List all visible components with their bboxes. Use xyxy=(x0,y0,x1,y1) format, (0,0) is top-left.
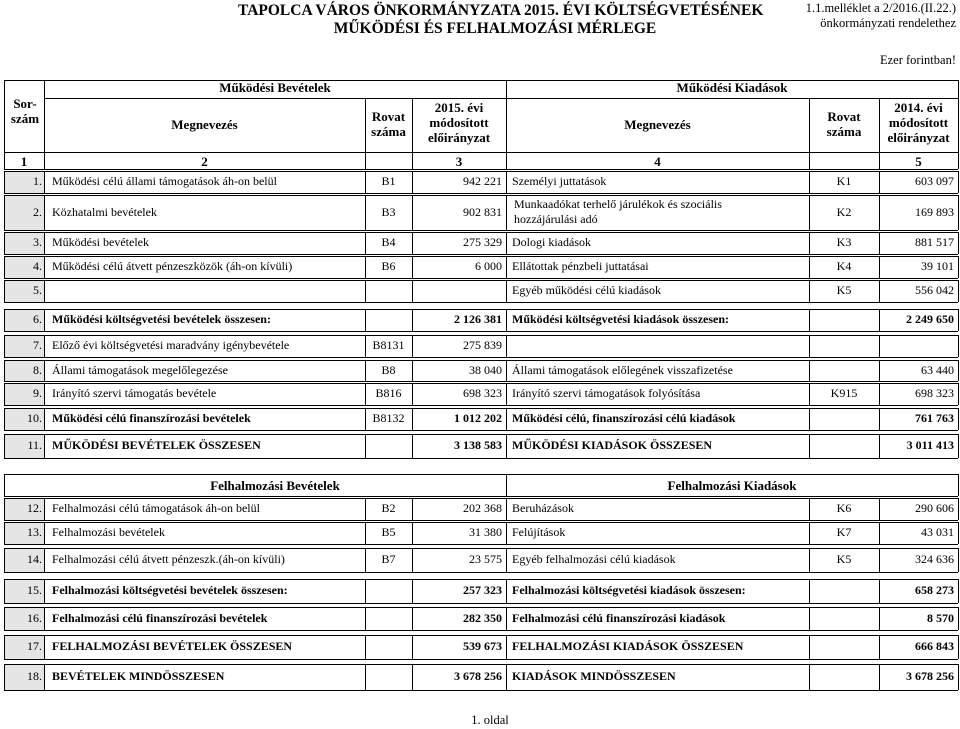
expense-code: K915 xyxy=(830,386,858,400)
income-name: FELHALMOZÁSI BEVÉTELEK ÖSSZESEN xyxy=(52,639,293,653)
income-code: B6 xyxy=(381,259,396,273)
table-rule xyxy=(44,579,45,603)
income-code: B7 xyxy=(381,552,396,566)
table-rule xyxy=(958,498,959,520)
income-code: B8 xyxy=(381,363,396,377)
capital-income-header: Felhalmozási Bevételek xyxy=(210,478,340,493)
table-rule xyxy=(809,434,810,458)
table-rule xyxy=(958,579,959,603)
expense-amount: 3 678 256 xyxy=(906,669,954,683)
sorszam-header: Sor- szám xyxy=(10,96,40,126)
income-amount: 2 126 381 xyxy=(454,312,502,326)
annex-reference: 1.1.melléklet a 2/2016.(II.22.) xyxy=(805,1,956,15)
expense-name: Irányító szervi támogatások folyósítása xyxy=(512,386,701,400)
expense-amount: 881 517 xyxy=(915,235,954,249)
row-top-rule xyxy=(4,195,958,196)
unit-label: Ezer forintban! xyxy=(879,53,956,67)
row-top-rule xyxy=(4,635,958,636)
row-bottom-rule xyxy=(4,458,958,459)
table-rule xyxy=(365,635,366,659)
row-number: 12. xyxy=(27,501,42,515)
row-number: 9. xyxy=(33,386,42,400)
row-number: 14. xyxy=(27,552,42,566)
income-amount: 942 221 xyxy=(463,174,502,188)
expense-name: Működési célú, finanszírozási célú kiadások xyxy=(512,411,736,425)
expense-code: K2 xyxy=(836,205,852,219)
table-rule xyxy=(365,309,366,331)
row-number: 18. xyxy=(27,669,42,683)
expense-name: Ellátottak pénzbeli juttatásai xyxy=(512,259,649,273)
table-rule xyxy=(958,232,959,254)
row-number: 10. xyxy=(27,411,42,425)
header-numbers-rule xyxy=(4,169,958,170)
expense-name: Dologi kiadások xyxy=(512,235,591,249)
table-rule xyxy=(958,474,959,496)
expense-name: Személyi juttatások xyxy=(512,174,607,188)
capital-expense-header: Felhalmozási Kiadások xyxy=(667,478,797,493)
income-code: B816 xyxy=(375,386,402,400)
row-number: 16. xyxy=(27,611,42,625)
row-top-rule xyxy=(4,232,958,233)
expense-amount: 761 763 xyxy=(915,411,954,425)
row-bottom-rule xyxy=(4,630,958,631)
income-name: Irányító szervi támogatás bevétele xyxy=(52,386,217,400)
row-top-rule xyxy=(4,383,958,384)
table-rule xyxy=(44,408,45,430)
row-top-rule xyxy=(4,408,958,409)
row-top-rule xyxy=(4,664,958,665)
rovat-expense-header: Rovat száma xyxy=(826,109,862,139)
table-rule xyxy=(958,607,959,630)
expense-name: Munkaadókat terhelő járulékok és szociális hozzájárulási adó xyxy=(514,197,722,226)
table-rule xyxy=(506,335,507,357)
row-bottom-rule xyxy=(4,544,958,545)
table-rule xyxy=(506,548,507,572)
income-amount: 902 831 xyxy=(463,205,502,219)
row-bottom-rule xyxy=(4,193,958,194)
table-rule xyxy=(506,280,507,302)
table-rule xyxy=(958,80,959,169)
table-rule xyxy=(506,408,507,430)
row-number: 13. xyxy=(27,525,42,539)
expense-amount: 39 101 xyxy=(921,259,954,273)
income-amount: 202 368 xyxy=(463,501,502,515)
table-rule xyxy=(412,280,413,302)
expense-code: K3 xyxy=(836,235,852,249)
col-number-5: 5 xyxy=(915,154,922,169)
row-top-rule xyxy=(4,522,958,523)
income-name: Közhatalmi bevételek xyxy=(52,205,157,219)
expense-amount: 658 273 xyxy=(915,583,954,597)
income-name: Működési bevételek xyxy=(52,235,149,249)
col-number-3: 3 xyxy=(455,154,463,169)
table-rule xyxy=(365,607,366,630)
row-bottom-rule xyxy=(4,430,958,431)
row-top-rule xyxy=(4,360,958,361)
page-number: 1. oldal xyxy=(471,713,509,727)
table-rule xyxy=(506,434,507,458)
row-number: 6. xyxy=(33,312,42,326)
expense-name: KIADÁSOK MINDÖSSZESEN xyxy=(512,669,676,683)
income-amount: 1 012 202 xyxy=(454,411,502,425)
table-rule xyxy=(44,498,45,520)
income-amount: 275 329 xyxy=(463,235,502,249)
table-rule xyxy=(44,434,45,458)
table-rule xyxy=(44,360,45,381)
expense-amount: 603 097 xyxy=(915,174,954,188)
income-name: Működési költségvetési bevételek összesen: xyxy=(52,312,271,326)
income-code: B3 xyxy=(381,205,396,219)
row-number: 3. xyxy=(33,235,42,249)
expense-amount: 169 893 xyxy=(915,205,954,219)
income-name: BEVÉTELEK MINDÖSSZESEN xyxy=(52,669,225,683)
expense-name: Állami támogatások előlegének visszafizetése xyxy=(512,363,733,377)
income-name: Állami támogatások megelőlegezése xyxy=(52,363,228,377)
table-rule xyxy=(44,607,45,630)
row-number: 11. xyxy=(27,438,42,452)
expense-name: Egyéb működési célú kiadások xyxy=(512,283,661,297)
table-rule xyxy=(506,360,507,381)
table-rule xyxy=(365,664,366,690)
row-top-rule xyxy=(4,256,958,257)
expense-amount: 3 011 413 xyxy=(906,438,954,452)
table-rule xyxy=(958,360,959,381)
row-top-rule xyxy=(4,607,958,608)
row-number: 1. xyxy=(33,174,42,188)
row-number: 5. xyxy=(33,283,42,297)
income-amount: 3 678 256 xyxy=(454,669,502,683)
table-rule xyxy=(958,195,959,230)
table-rule xyxy=(44,335,45,357)
table-rule xyxy=(506,256,507,278)
income-name-header: Megnevezés xyxy=(171,117,238,132)
table-rule xyxy=(958,548,959,572)
income-amount: 698 323 xyxy=(463,386,502,400)
expense-amount: 63 440 xyxy=(921,363,954,377)
income-name: Működési célú átvett pénzeszközök (áh-on kívüli) xyxy=(52,259,293,273)
row-bottom-rule xyxy=(4,690,958,691)
expense-name: Felhalmozási célú finanszírozási kiadások xyxy=(512,611,726,625)
row-number: 2. xyxy=(33,205,42,219)
row-bottom-rule xyxy=(4,302,958,303)
table-rule xyxy=(44,383,45,405)
table-rule xyxy=(958,434,959,458)
table-rule xyxy=(44,256,45,278)
expense-group-rule xyxy=(506,98,958,99)
expense-name: Működési költségvetési kiadások összesen: xyxy=(512,312,730,326)
table-rule xyxy=(44,280,45,302)
income-amount: 257 323 xyxy=(463,583,502,597)
row-top-rule xyxy=(4,548,958,549)
row-bottom-rule xyxy=(4,331,958,332)
income-group-header: Működési Bevételek xyxy=(219,80,331,95)
row-number: 17. xyxy=(27,639,42,653)
income-amount: 3 138 583 xyxy=(454,438,502,452)
income-code: B4 xyxy=(381,235,396,249)
row-bottom-rule xyxy=(4,254,958,255)
row-top-rule xyxy=(4,579,958,580)
row-bottom-rule xyxy=(4,405,958,406)
expense-amount: 324 636 xyxy=(915,552,954,566)
table-rule xyxy=(958,664,959,690)
table-rule xyxy=(506,522,507,544)
table-rule xyxy=(506,309,507,331)
table-rule xyxy=(958,635,959,659)
capital-header-bottom xyxy=(4,496,958,497)
row-top-rule xyxy=(4,171,958,172)
expense-name: Egyéb felhalmozási célú kiadások xyxy=(512,552,676,566)
income-group-rule xyxy=(44,98,506,99)
table-rule xyxy=(44,309,45,331)
document-title-line2: MŰKÖDÉSI ÉS FELHALMOZÁSI MÉRLEGE xyxy=(333,20,657,37)
expense-code: K5 xyxy=(836,552,852,566)
table-rule xyxy=(809,607,810,630)
row-top-rule xyxy=(4,434,958,435)
table-rule xyxy=(809,579,810,603)
row-number: 7. xyxy=(33,338,42,352)
col-number-2: 2 xyxy=(201,154,208,169)
table-rule xyxy=(506,383,507,405)
income-amount: 282 350 xyxy=(463,611,502,625)
expense-amount: 698 323 xyxy=(915,386,954,400)
table-rule xyxy=(506,498,507,520)
expense-code: K6 xyxy=(836,501,852,515)
row-bottom-rule xyxy=(4,357,958,358)
expense-code: K7 xyxy=(836,525,852,539)
row-number: 4. xyxy=(33,259,42,273)
annex-reference-decree: önkormányzati rendelethez xyxy=(820,16,956,30)
expense-amount: 556 042 xyxy=(915,283,954,297)
rovat-income-header: Rovat száma xyxy=(371,109,406,139)
expense-amount-header: 2014. évi módosított előirányzat xyxy=(887,100,950,145)
table-rule xyxy=(809,360,810,381)
table-rule xyxy=(4,474,5,496)
income-name: Felhalmozási célú átvett pénzeszk.(áh-on kívüli) xyxy=(52,552,285,566)
income-name: Működési célú állami támogatások áh-on belül xyxy=(52,174,277,188)
income-name: Felhalmozási célú finanszírozási bevételek xyxy=(52,611,268,625)
table-rule xyxy=(958,383,959,405)
income-name: Felhalmozási célú támogatások áh-on belül xyxy=(52,501,260,515)
document-title-line1: TAPOLCA VÁROS ÖNKORMÁNYZATA 2015. ÉVI KÖLTSÉGVETÉSÉNEK xyxy=(238,2,764,19)
table-rule xyxy=(809,309,810,331)
income-amount: 275 839 xyxy=(463,338,502,352)
income-code: B8132 xyxy=(372,411,405,425)
row-bottom-rule xyxy=(4,278,958,279)
row-bottom-rule xyxy=(4,659,958,660)
table-rule xyxy=(44,664,45,690)
table-rule xyxy=(44,195,45,230)
income-name: Működési célú finanszírozási bevételek xyxy=(52,411,251,425)
expense-name: Felújítások xyxy=(512,525,566,539)
row-top-rule xyxy=(4,498,958,499)
table-rule xyxy=(879,335,880,357)
table-rule xyxy=(506,195,507,230)
table-rule xyxy=(44,232,45,254)
income-amount-header: 2015. évi módosított előirányzat xyxy=(427,100,491,145)
expense-amount: 2 249 650 xyxy=(906,312,954,326)
table-rule xyxy=(809,408,810,430)
col-number-1: 1 xyxy=(20,154,28,169)
table-rule xyxy=(365,579,366,603)
expense-amount: 290 606 xyxy=(915,501,954,515)
table-rule xyxy=(506,579,507,603)
income-amount: 539 673 xyxy=(463,639,502,653)
table-rule xyxy=(44,522,45,544)
expense-group-header: Működési Kiadások xyxy=(676,80,788,95)
table-rule xyxy=(44,171,45,193)
row-bottom-rule xyxy=(4,230,958,231)
expense-name: FELHALMOZÁSI KIADÁSOK ÖSSZESEN xyxy=(512,639,744,653)
row-bottom-rule xyxy=(4,381,958,382)
header-columns-rule xyxy=(4,152,958,153)
income-code: B8131 xyxy=(372,338,405,352)
table-rule xyxy=(958,522,959,544)
row-bottom-rule xyxy=(4,520,958,521)
table-rule xyxy=(958,309,959,331)
expense-code: K1 xyxy=(836,174,852,188)
income-amount: 38 040 xyxy=(469,363,502,377)
expense-amount: 43 031 xyxy=(921,525,954,539)
table-rule xyxy=(809,664,810,690)
expense-amount: 666 843 xyxy=(915,639,954,653)
capital-header-top xyxy=(4,474,958,475)
income-code: B1 xyxy=(381,174,396,188)
income-name: MŰKÖDÉSI BEVÉTELEK ÖSSZESEN xyxy=(52,438,261,452)
expense-code: K5 xyxy=(836,283,852,297)
income-code: B2 xyxy=(381,501,396,515)
table-rule xyxy=(506,607,507,630)
row-top-rule xyxy=(4,280,958,281)
row-bottom-rule xyxy=(4,572,958,573)
table-rule xyxy=(506,232,507,254)
col-number-4: 4 xyxy=(654,154,661,169)
table-rule xyxy=(809,635,810,659)
table-rule xyxy=(958,280,959,302)
expense-name: MŰKÖDÉSI KIADÁSOK ÖSSZESEN xyxy=(512,438,713,452)
table-rule xyxy=(506,664,507,690)
row-top-rule xyxy=(4,335,958,336)
income-amount: 31 380 xyxy=(469,525,502,539)
table-rule xyxy=(809,335,810,357)
expense-code: K4 xyxy=(836,259,852,273)
table-rule xyxy=(506,635,507,659)
expense-name: Beruházások xyxy=(512,501,574,515)
table-rule xyxy=(44,548,45,572)
table-rule xyxy=(958,408,959,430)
expense-amount: 8 570 xyxy=(927,611,954,625)
income-code: B5 xyxy=(381,525,396,539)
table-rule xyxy=(365,434,366,458)
table-rule xyxy=(958,256,959,278)
table-rule xyxy=(958,335,959,357)
table-rule xyxy=(365,280,366,302)
income-name: Felhalmozási költségvetési bevételek összesen: xyxy=(52,583,288,597)
expense-name: Felhalmozási költségvetési kiadások összesen: xyxy=(512,583,746,597)
income-amount: 23 575 xyxy=(469,552,502,566)
table-rule xyxy=(958,171,959,193)
row-bottom-rule xyxy=(4,603,958,604)
row-top-rule xyxy=(4,309,958,310)
income-name: Felhalmozási bevételek xyxy=(52,525,165,539)
expense-name-header: Megnevezés xyxy=(624,117,691,132)
table-rule xyxy=(44,635,45,659)
row-number: 15. xyxy=(27,583,42,597)
row-number: 8. xyxy=(33,363,42,377)
income-name: Előző évi költségvetési maradvány igénybevétele xyxy=(52,338,290,352)
income-amount: 6 000 xyxy=(475,259,502,273)
table-rule xyxy=(506,171,507,193)
